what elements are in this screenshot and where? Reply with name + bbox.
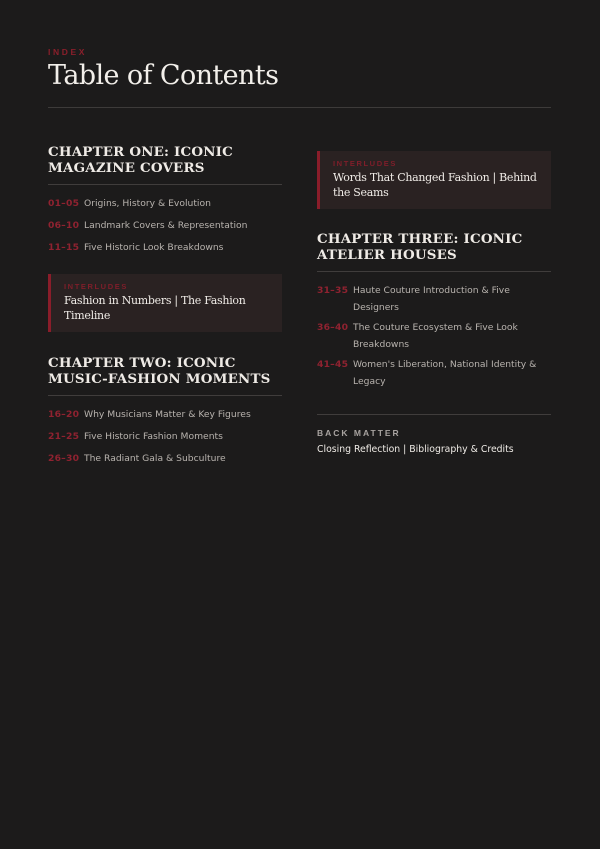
toc-entry[interactable] [317, 356, 551, 390]
chapter-two-heading: CHAPTER TWO: ICONIC MUSIC-FASHION MOMENTS [48, 355, 282, 396]
entry-title: Why Musicians Matter & Key Figures [84, 409, 251, 420]
back-matter-label: BACK MATTER [317, 428, 401, 438]
chapter-three-heading: CHAPTER THREE: ICONIC ATELIER HOUSES [317, 231, 551, 272]
toc-entry[interactable] [48, 450, 282, 467]
chapter-three-section [317, 231, 551, 390]
back-matter-entry[interactable]: Closing Reflection | Bibliography & Credits [317, 444, 514, 455]
entry-page-range: 06–10 [48, 220, 80, 231]
right-column [317, 144, 551, 455]
chapter-two-section [48, 355, 282, 467]
page-title: Table of Contents [48, 60, 279, 91]
toc-entry[interactable] [48, 217, 282, 234]
entry-title: The Couture Ecosystem & Five Look Breakdowns [353, 322, 518, 350]
toc-entry[interactable] [48, 239, 282, 256]
interlude-label: INTERLUDES [64, 282, 128, 291]
title-divider [48, 107, 551, 108]
back-matter-divider [317, 414, 551, 415]
interlude-callout-left[interactable] [48, 274, 282, 332]
interlude-callout-right[interactable] [317, 151, 551, 209]
chapter-one-heading: CHAPTER ONE: ICONIC MAGAZINE COVERS [48, 144, 282, 185]
entry-title: Five Historic Fashion Moments [84, 431, 223, 442]
toc-entry[interactable] [317, 282, 551, 316]
chapter-three-entries [317, 272, 551, 390]
entry-page-range: 01–05 [48, 198, 80, 209]
entry-title: Origins, History & Evolution [84, 198, 211, 209]
chapter-one-entries [48, 185, 282, 256]
interlude-label: INTERLUDES [333, 159, 397, 168]
interlude-title: Fashion in Numbers | The Fashion Timeline [64, 294, 246, 322]
chapter-one-section [48, 144, 282, 256]
toc-entry[interactable] [317, 319, 551, 353]
back-matter-section [317, 414, 551, 455]
page-eyebrow: INDEX [48, 47, 87, 57]
entry-page-range: 26–30 [48, 453, 80, 464]
entry-title: The Radiant Gala & Subculture [84, 453, 226, 464]
left-column [48, 144, 282, 472]
entry-page-range: 41–45 [317, 359, 349, 370]
entry-page-range: 21–25 [48, 431, 80, 442]
toc-entry[interactable] [48, 428, 282, 445]
interlude-title: Words That Changed Fashion | Behind the Seams [333, 171, 537, 199]
entry-title: Haute Couture Introduction & Five Designers [353, 285, 510, 313]
entry-page-range: 31–35 [317, 285, 349, 296]
entry-title: Women's Liberation, National Identity & Legacy [353, 359, 537, 387]
entry-title: Landmark Covers & Representation [84, 220, 248, 231]
toc-entry[interactable] [48, 195, 282, 212]
entry-title: Five Historic Look Breakdowns [84, 242, 224, 253]
entry-page-range: 11–15 [48, 242, 80, 253]
entry-page-range: 16–20 [48, 409, 80, 420]
chapter-two-entries [48, 396, 282, 467]
toc-entry[interactable] [48, 406, 282, 423]
entry-page-range: 36–40 [317, 322, 349, 333]
